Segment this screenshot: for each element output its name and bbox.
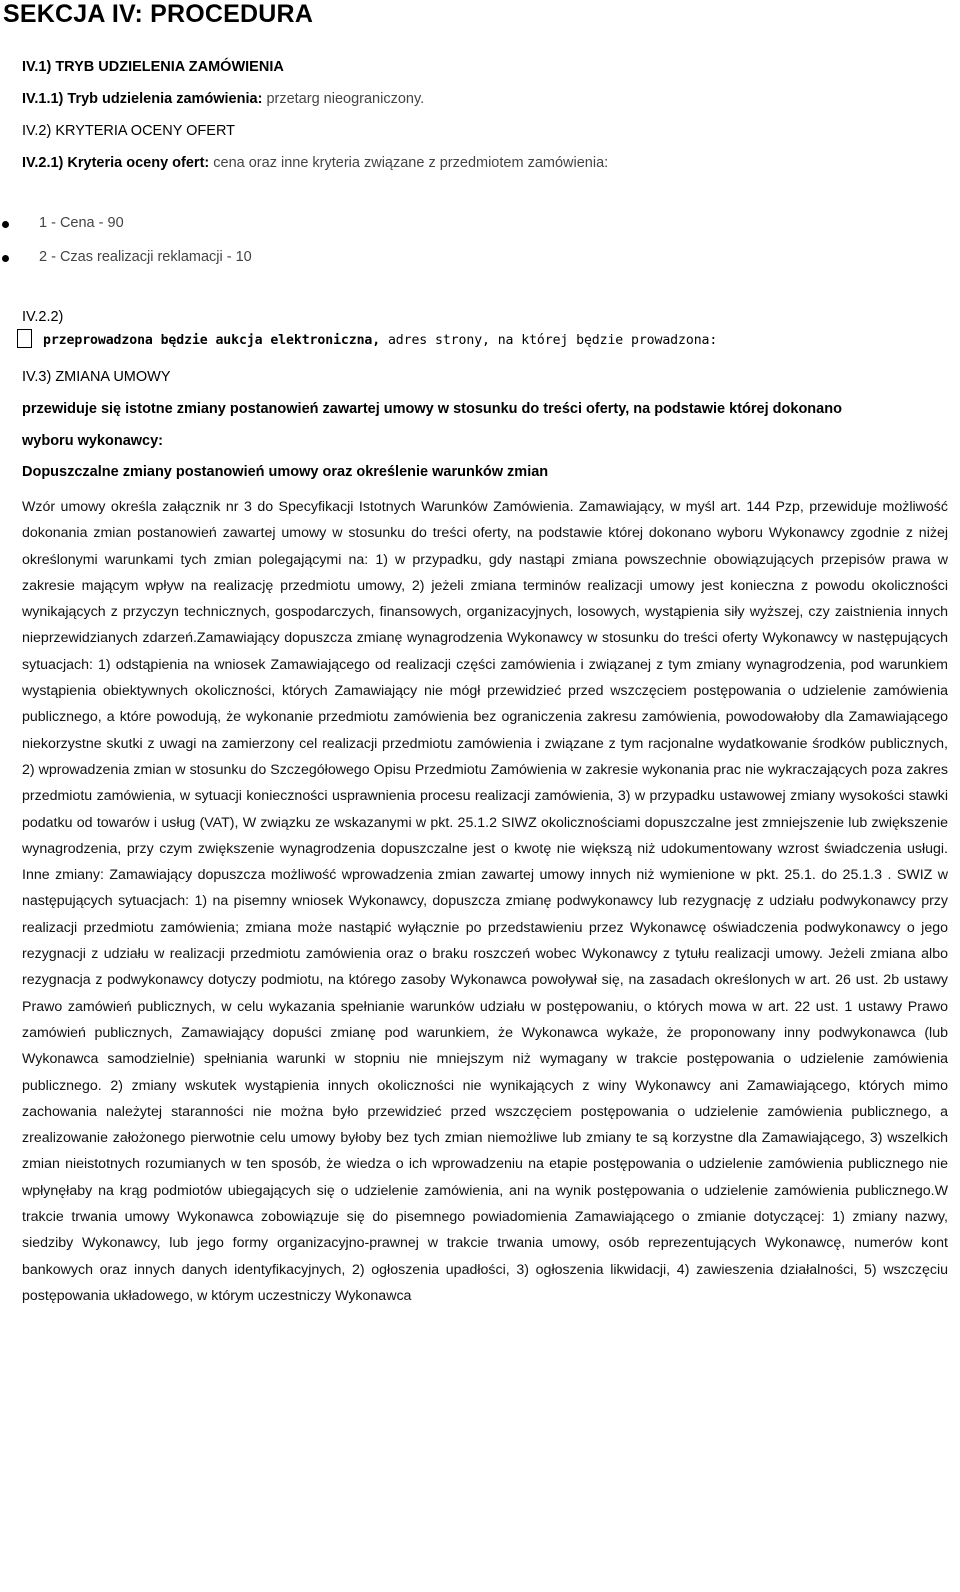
auction-rest: adres strony, na której będzie prowadzona: [387, 333, 718, 348]
iv22-label: IV.2.2) [22, 309, 64, 325]
iv3-line1: przewiduje się istotne zmiany postanowień zawartej umowy w stosunku do treści oferty, na podstawie której dokonano [22, 401, 842, 417]
auction-row [43, 333, 717, 348]
iv21-value: cena oraz inne kryteria związane z przedmiotem zamówienia: [213, 155, 609, 171]
iv3-subheading: Dopuszczalne zmiany postanowień umowy oraz określenie warunków zmian [22, 464, 549, 480]
iv3-heading: IV.3) ZMIANA UMOWY [22, 369, 171, 385]
iv21-row [22, 155, 608, 171]
iv1-heading: IV.1) TRYB UDZIELENIA ZAMÓWIENIA [22, 59, 284, 75]
section-title: SEKCJA IV: PROCEDURA [3, 0, 314, 28]
auction-bold: przeprowadzona będzie aukcja elektroniczna, [43, 333, 381, 348]
iv11-value: przetarg nieograniczony. [266, 91, 425, 107]
criteria-text: 2 - Czas realizacji reklamacji - 10 [39, 249, 252, 265]
bullet-icon [2, 221, 9, 228]
iv11-row [22, 91, 424, 107]
bullet-icon [2, 255, 9, 262]
iv3-line2: wyboru wykonawcy: [22, 433, 164, 449]
iv11-label: IV.1.1) Tryb udzielenia zamówienia: [22, 91, 263, 107]
iv3-body: Wzór umowy określa załącznik nr 3 do Specyfikacji Istotnych Warunków Zamówienia. Zamawiający, w myśl art. 144 Pzp, przewiduje możliwość dokonania zmian postanowień zawartej umowy w stosunku do treści oferty, na podstawie której dokonano wyboru Wykonawcy zgodnie z niżej określonymi warunkami tych zmian polegającymi na: 1) w przypadku, gdy nastąpi zmiana powszechnie obowiązujących przepisów prawa w zakresie mającym wpływ na realizację przedmiotu umowy, 2) jeżeli zmiana terminów realizacji umowy jest konieczna z powodu okoliczności wynikających z przyczyn technicznych, gospodarczych, finansowych, organizacyjnych, losowych, wystąpienia siły wyższej, czy zaistnienia innych nieprzewidzianych zdarzeń.Zamawiający dopuszcza zmianę wynagrodzenia Wykonawcy w stosunku do treści oferty Wykonawcy w następujących sytuacjach: 1) odstąpienia na wniosek Zamawiającego od realizacji części zamówienia i związanej z tym zmiany wynagrodzenia, pod warunkiem wystąpienia obiektywnych okoliczności, których Zamawiający nie mógł przewidzieć przed wszczęciem postępowania o udzielenie zamówienia publicznego, a które powodują, że wykonanie przedmiotu zamówienia bez ograniczenia zakresu zamówienia, powodowałoby dla Zamawiającego niekorzystne skutki z uwagi na zamierzony cel realizacji przedmiotu zamówienia i związane z tym racjonalne wydatkowanie środków publicznych, 2) wprowadzenia zmian w stosunku do Szczegółowego Opisu Przedmiotu Zamówienia w zakresie wykonania prac nie wykraczających poza zakres przedmiotu zamówienia, w sytuacji konieczności usprawnienia procesu realizacji zamówienia, 3) w przypadku ustawowej zmiany wysokości stawki podatku od towarów i usług (VAT), W związku ze wskazanymi w pkt. 25.1.2 SIWZ okolicznościami dopuszczalne jest zmniejszenie lub zwiększenie wynagrodzenia, przy czym zwiększenie wynagrodzenia dopuszczalne jest o kwotę nie większą niż udokumentowany wzrost świadczenia usługi. Inne zmiany: Zamawiający dopuszcza możliwość wprowadzenia zmian zawartej umowy innych niż wymienione w pkt. 25.1. do 25.1.3 . SWIZ w następujących sytuacjach: 1) na pisemny wniosek Wykonawcy, dopuszcza zmianę podwykonawcy lub rezygnację z udziału podwykonawcy przy realizacji przedmiotu zamówienia; zmiana może nastąpić wyłącznie po przedstawieniu przez Wykonawcę oświadczenia podwykonawcy o jego rezygnacji z udziału w realizacji przedmiotu zamówienia oraz o braku roszczeń wobec Wykonawcy z tytułu realizacji umowy. Jeżeli zmiana albo rezygnacja z podwykonawcy dotyczy podmiotu, na którego zasoby Wykonawca powoływał się, na zasadach określonych w art. 26 ust. 2b ustawy Prawo zamówień publicznych, w celu wykazania spełnianie warunków udziału w postępowaniu, o których mowa w art. 22 ust. 1 ustawy Prawo zamówień publicznych, Zamawiający dopuści zmianę pod warunkiem, że Wykonawca wykaże, że proponowany inny podwykonawca (lub Wykonawca samodzielnie) spełniania warunki w stopniu nie mniejszym niż wymagany w trakcie postępowania o udzielenie zamówienia publicznego. 2) zmiany wskutek wystąpienia innych okoliczności nie wynikających z winy Wykonawcy ani Zamawiającego, których mimo zachowania należytej staranności nie można było przewidzieć przed wszczęciem postępowania o udzielenie zamówienia publicznego, a zrealizowanie założonego pierwotnie celu umowy byłoby bez tych zmian niemożliwe lub zmiany te są korzystne dla Zamawiającego, 3) wszelkich zmian nieistotnych rozumianych w ten sposób, że wiedza o ich wprowadzeniu na etapie postępowania o udzielenie zamówienia publicznego nie wpłynęłaby na krąg podmiotów ubiegających się o udzielenie zamówienia, ani na wynik postępowania o udzielenie zamówienia publicznego.W trakcie trwania umowy Wykonawca zobowiązuje się do pisemnego powiadomienia Zamawiającego o zmianie dotyczącej: 1) zmiany nazwy, siedziby Wykonawcy, lub jego formy organizacyjno-prawnej w trakcie trwania umowy, osób reprezentujących Wykonawcę, numerów kont bankowych oraz innych danych identyfikacyjnych, 2) ogłoszenia upadłości, 3) ogłoszenia likwidacji, 4) zawieszenia działalności, 5) wszczęciu postępowania układowego, w którym uczestniczy Wykonawca [22, 499, 948, 1304]
auction-checkbox[interactable] [17, 329, 32, 348]
criteria-text: 1 - Cena - 90 [39, 215, 124, 231]
iv2-heading: IV.2) KRYTERIA OCENY OFERT [22, 123, 236, 139]
iv21-label: IV.2.1) Kryteria oceny ofert: [22, 155, 210, 171]
